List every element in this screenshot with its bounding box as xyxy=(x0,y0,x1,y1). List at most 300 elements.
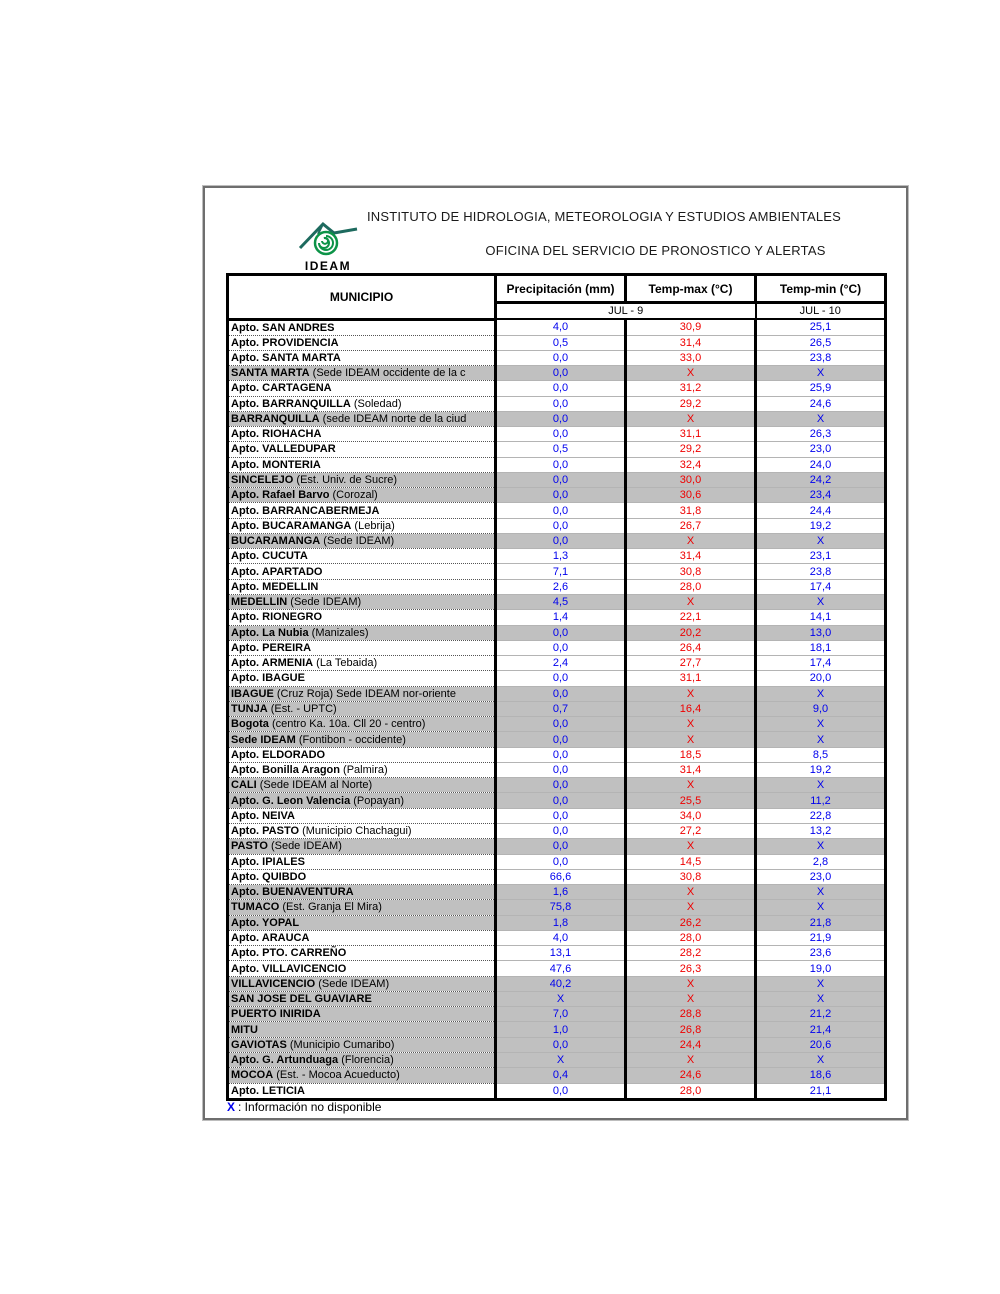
table-row xyxy=(228,717,886,732)
footnote-text: : Información no disponible xyxy=(238,1100,382,1114)
table-row xyxy=(228,671,886,686)
precipitation-value: 0,4 xyxy=(496,1068,626,1083)
temp-max-value: 31,2 xyxy=(626,381,756,396)
precipitation-value: 0,0 xyxy=(496,381,626,396)
municipality-cell xyxy=(228,778,496,793)
precipitation-value: 0,0 xyxy=(496,518,626,533)
municipality-cell xyxy=(228,961,496,976)
table-row xyxy=(228,793,886,808)
municipality-name: IBAGUE xyxy=(231,687,274,700)
municipality-cell xyxy=(228,930,496,945)
temp-max-value: 20,2 xyxy=(626,625,756,640)
temp-max-value: 28,0 xyxy=(626,1083,756,1099)
column-header-temp-min: Temp-min (°C) xyxy=(756,275,886,303)
precipitation-value: 0,0 xyxy=(496,824,626,839)
municipality-name: Apto. ARAUCA xyxy=(231,931,310,944)
municipality-detail: (Municipio Cumaribo) xyxy=(286,1038,395,1051)
precipitation-value: 0,0 xyxy=(496,350,626,365)
municipality-name: Apto. VILLAVICENCIO xyxy=(231,962,347,975)
municipality-detail: (Sede IDEAM al Norte) xyxy=(256,779,373,792)
temp-min-value: 18,1 xyxy=(756,640,886,655)
table-row xyxy=(228,686,886,701)
table-row xyxy=(228,808,886,823)
municipality-detail: (Sede IDEAM) xyxy=(287,596,362,609)
municipality-detail: (Fontibon - occidente) xyxy=(295,733,406,746)
municipality-detail: (La Tebaida) xyxy=(313,657,378,670)
table-row xyxy=(228,640,886,655)
municipality-detail: (Est. - Mocoa Acueducto) xyxy=(273,1069,400,1082)
municipality-detail: (Manizales) xyxy=(308,626,369,639)
table-row xyxy=(228,869,886,884)
municipality-name: MEDELLIN xyxy=(231,596,288,609)
municipality-name: Apto. MONTERIA xyxy=(231,458,321,471)
municipality-cell xyxy=(228,915,496,930)
precipitation-value: 0,0 xyxy=(496,1037,626,1052)
temp-min-value: 25,9 xyxy=(756,381,886,396)
municipality-cell xyxy=(228,1052,496,1067)
municipality-name: Apto. MEDELLIN xyxy=(231,580,319,593)
ideam-logo-text: IDEAM xyxy=(304,259,352,273)
temp-min-value: 20,0 xyxy=(756,671,886,686)
municipality-name: Apto. QUIBDO xyxy=(231,870,307,883)
municipality-cell xyxy=(228,457,496,472)
table-row xyxy=(228,396,886,411)
precipitation-value: 0,0 xyxy=(496,625,626,640)
temp-min-value: 26,3 xyxy=(756,427,886,442)
municipality-cell xyxy=(228,533,496,548)
municipality-name: Apto. CARTAGENA xyxy=(231,382,332,395)
table-row xyxy=(228,854,886,869)
municipality-name: Apto. BUCARAMANGA xyxy=(231,519,352,532)
municipality-cell xyxy=(228,366,496,381)
table-row xyxy=(228,366,886,381)
municipality-cell xyxy=(228,381,496,396)
municipality-cell xyxy=(228,579,496,594)
temp-min-value: X xyxy=(756,717,886,732)
temp-min-value: 23,0 xyxy=(756,442,886,457)
temp-min-value: 21,8 xyxy=(756,915,886,930)
temp-max-value: X xyxy=(626,991,756,1006)
table-row xyxy=(228,732,886,747)
table-row xyxy=(228,503,886,518)
temp-max-value: X xyxy=(626,717,756,732)
municipality-cell xyxy=(228,625,496,640)
table-row xyxy=(228,472,886,487)
temp-max-value: 31,4 xyxy=(626,335,756,350)
municipality-detail: (sede IDEAM norte de la ciud xyxy=(319,412,467,425)
municipality-name: PUERTO INIRIDA xyxy=(231,1008,321,1021)
municipality-cell xyxy=(228,564,496,579)
table-row xyxy=(228,1037,886,1052)
temp-max-value: X xyxy=(626,976,756,991)
precipitation-value: 0,0 xyxy=(496,778,626,793)
municipality-name: Apto. PASTO xyxy=(231,825,300,838)
precipitation-value: 0,0 xyxy=(496,808,626,823)
table-row xyxy=(228,824,886,839)
temp-max-value: 30,8 xyxy=(626,564,756,579)
temp-min-value: 2,8 xyxy=(756,854,886,869)
temp-min-value: 21,4 xyxy=(756,1022,886,1037)
municipality-name: Apto. BUENAVENTURA xyxy=(231,886,354,899)
municipality-name: TUMACO xyxy=(231,901,280,914)
temp-min-value: 25,1 xyxy=(756,319,886,335)
precipitation-value: 75,8 xyxy=(496,900,626,915)
temp-min-value: 14,1 xyxy=(756,610,886,625)
municipality-detail: (Sede IDEAM) xyxy=(320,535,395,548)
temp-max-value: X xyxy=(626,366,756,381)
precipitation-value: 0,7 xyxy=(496,701,626,716)
table-row xyxy=(228,839,886,854)
table-row xyxy=(228,427,886,442)
temp-min-value: 21,9 xyxy=(756,930,886,945)
table-row xyxy=(228,1007,886,1022)
ideam-mountain-spiral-icon xyxy=(296,216,360,262)
temp-min-value: X xyxy=(756,900,886,915)
temp-min-value: 23,4 xyxy=(756,488,886,503)
municipality-name: Apto. SAN ANDRES xyxy=(231,321,335,334)
precipitation-value: 0,0 xyxy=(496,1083,626,1099)
table-row xyxy=(228,762,886,777)
municipality-cell xyxy=(228,472,496,487)
table-row xyxy=(228,595,886,610)
table-row xyxy=(228,1052,886,1067)
precipitation-value: 0,0 xyxy=(496,762,626,777)
temp-max-value: 31,1 xyxy=(626,427,756,442)
municipality-name: Bogota xyxy=(231,718,269,731)
table-row xyxy=(228,778,886,793)
municipality-name: MITU xyxy=(231,1023,258,1036)
temp-min-value: 24,6 xyxy=(756,396,886,411)
municipality-cell xyxy=(228,686,496,701)
temp-max-value: X xyxy=(626,533,756,548)
precipitation-value: 0,0 xyxy=(496,396,626,411)
municipality-cell xyxy=(228,671,496,686)
municipality-detail: (Corozal) xyxy=(329,489,378,502)
municipality-name: Apto. La Nubia xyxy=(231,626,309,639)
precipitation-value: 0,0 xyxy=(496,366,626,381)
municipality-name: Apto. ELDORADO xyxy=(231,748,326,761)
temp-max-value: 28,0 xyxy=(626,930,756,945)
temp-max-value: X xyxy=(626,732,756,747)
document-subtitle: OFICINA DEL SERVICIO DE PRONOSTICO Y ALERTAS xyxy=(485,243,826,258)
municipality-name: SANTA MARTA xyxy=(231,367,310,380)
temp-max-value: 25,5 xyxy=(626,793,756,808)
temp-min-value: 23,8 xyxy=(756,564,886,579)
precipitation-value: 1,4 xyxy=(496,610,626,625)
precipitation-value: 0,0 xyxy=(496,488,626,503)
municipality-name: GAVIOTAS xyxy=(231,1038,287,1051)
temp-max-value: 30,8 xyxy=(626,869,756,884)
municipality-detail: (Est. Univ. de Sucre) xyxy=(293,474,398,487)
precipitation-value: 4,5 xyxy=(496,595,626,610)
municipality-detail: (Est. - UPTC) xyxy=(267,703,337,715)
municipality-cell xyxy=(228,900,496,915)
municipality-name: Sede IDEAM xyxy=(231,733,296,746)
table-row xyxy=(228,411,886,426)
table-row xyxy=(228,381,886,396)
precipitation-value: 0,0 xyxy=(496,457,626,472)
temp-max-value: 22,1 xyxy=(626,610,756,625)
municipality-name: BUCARAMANGA xyxy=(231,535,321,548)
municipality-cell xyxy=(228,762,496,777)
temp-max-value: X xyxy=(626,1052,756,1067)
temp-max-value: 26,7 xyxy=(626,518,756,533)
temp-min-value: 23,0 xyxy=(756,869,886,884)
temp-max-value: 24,4 xyxy=(626,1037,756,1052)
temp-min-value: 23,6 xyxy=(756,946,886,961)
municipality-cell xyxy=(228,1037,496,1052)
table-row xyxy=(228,533,886,548)
municipality-cell xyxy=(228,1007,496,1022)
table-row xyxy=(228,1068,886,1083)
date-header-jul-9: JUL - 9 xyxy=(496,303,756,320)
municipality-cell xyxy=(228,640,496,655)
municipality-cell xyxy=(228,885,496,900)
precipitation-value: 0,0 xyxy=(496,747,626,762)
municipality-cell xyxy=(228,839,496,854)
precipitation-value: 0,5 xyxy=(496,335,626,350)
temp-max-value: 14,5 xyxy=(626,854,756,869)
temp-max-value: 31,4 xyxy=(626,549,756,564)
temp-min-value: 8,5 xyxy=(756,747,886,762)
temp-max-value: 31,4 xyxy=(626,762,756,777)
temp-min-value: 13,0 xyxy=(756,625,886,640)
temp-min-value: X xyxy=(756,533,886,548)
temp-max-value: 18,5 xyxy=(626,747,756,762)
municipality-name: SAN JOSE DEL GUAVIARE xyxy=(231,993,372,1006)
document-title: INSTITUTO DE HIDROLOGIA, METEOROLOGIA Y ESTUDIOS AMBIENTALES xyxy=(366,209,842,224)
temp-min-value: 17,4 xyxy=(756,656,886,671)
temp-min-value: X xyxy=(756,991,886,1006)
precipitation-value: 0,5 xyxy=(496,442,626,457)
temp-min-value: X xyxy=(756,885,886,900)
table-row xyxy=(228,518,886,533)
precipitation-value: 7,1 xyxy=(496,564,626,579)
municipality-detail: (Sede IDEAM) xyxy=(267,840,342,853)
precipitation-value: 1,8 xyxy=(496,915,626,930)
temp-min-value: 23,8 xyxy=(756,350,886,365)
precipitation-value: 2,6 xyxy=(496,579,626,594)
temp-max-value: 29,2 xyxy=(626,442,756,457)
municipality-cell xyxy=(228,503,496,518)
municipality-name: BARRANQUILLA xyxy=(231,412,320,425)
table-row xyxy=(228,350,886,365)
municipality-name: Apto. BARRANCABERMEJA xyxy=(231,504,380,517)
municipality-cell xyxy=(228,319,496,335)
temp-min-value: 19,2 xyxy=(756,762,886,777)
municipality-cell xyxy=(228,991,496,1006)
municipality-name: VILLAVICENCIO xyxy=(231,977,316,990)
table-row xyxy=(228,549,886,564)
temp-max-value: 26,4 xyxy=(626,640,756,655)
precipitation-value: 0,0 xyxy=(496,671,626,686)
municipality-cell xyxy=(228,656,496,671)
temp-min-value: 19,2 xyxy=(756,518,886,533)
municipality-cell xyxy=(228,595,496,610)
temp-min-value: X xyxy=(756,595,886,610)
precipitation-value: 0,0 xyxy=(496,732,626,747)
municipality-cell xyxy=(228,1022,496,1037)
temp-min-value: 11,2 xyxy=(756,793,886,808)
temp-min-value: 9,0 xyxy=(756,701,886,716)
municipality-cell xyxy=(228,869,496,884)
municipality-name: CALI xyxy=(231,779,257,792)
temp-min-value: 24,2 xyxy=(756,472,886,487)
table-row xyxy=(228,930,886,945)
municipality-cell xyxy=(228,747,496,762)
temp-max-value: X xyxy=(626,885,756,900)
table-row xyxy=(228,885,886,900)
ideam-logo xyxy=(291,216,365,273)
municipality-cell xyxy=(228,808,496,823)
temp-min-value: X xyxy=(756,839,886,854)
table-row xyxy=(228,656,886,671)
municipality-name: Apto. Bonilla Aragon xyxy=(231,764,340,777)
municipality-cell xyxy=(228,488,496,503)
municipality-name: Apto. IPIALES xyxy=(231,855,305,868)
municipality-detail: (Sede IDEAM occidente de la c xyxy=(309,367,466,380)
table-row xyxy=(228,335,886,350)
temp-min-value: 24,4 xyxy=(756,503,886,518)
precipitation-value: 0,0 xyxy=(496,411,626,426)
temp-max-value: 24,6 xyxy=(626,1068,756,1083)
temp-min-value: X xyxy=(756,366,886,381)
municipality-name: PASTO xyxy=(231,840,268,853)
municipality-cell xyxy=(228,793,496,808)
column-header-precipitacion: Precipitación (mm) xyxy=(496,275,626,303)
precipitation-value: 0,0 xyxy=(496,640,626,655)
temp-max-value: 30,6 xyxy=(626,488,756,503)
municipality-name: Apto. PEREIRA xyxy=(231,641,312,654)
municipality-name: Apto. Rafael Barvo xyxy=(231,489,330,502)
precipitation-value: 40,2 xyxy=(496,976,626,991)
table-row xyxy=(228,1022,886,1037)
temp-max-value: 27,2 xyxy=(626,824,756,839)
precipitation-value: 0,0 xyxy=(496,854,626,869)
municipality-detail: (Florencia) xyxy=(338,1054,394,1067)
municipality-cell xyxy=(228,717,496,732)
municipality-cell xyxy=(228,442,496,457)
temp-max-value: 34,0 xyxy=(626,808,756,823)
date-header-jul-10: JUL - 10 xyxy=(756,303,886,320)
precipitation-value: 1,6 xyxy=(496,885,626,900)
table-row xyxy=(228,747,886,762)
municipality-detail: (Municipio Chachagui) xyxy=(299,825,412,838)
column-header-municipio: MUNICIPIO xyxy=(228,275,496,320)
table-row xyxy=(228,946,886,961)
municipality-detail: (Cruz Roja) Sede IDEAM nor-oriente xyxy=(273,687,456,700)
precipitation-value: 7,0 xyxy=(496,1007,626,1022)
municipality-cell xyxy=(228,427,496,442)
municipality-cell xyxy=(228,854,496,869)
footnote xyxy=(227,1100,381,1114)
temp-min-value: 24,0 xyxy=(756,457,886,472)
precipitation-value: 2,4 xyxy=(496,656,626,671)
temp-min-value: 13,2 xyxy=(756,824,886,839)
temp-max-value: 28,8 xyxy=(626,1007,756,1022)
temp-max-value: 31,1 xyxy=(626,671,756,686)
temp-max-value: 27,7 xyxy=(626,656,756,671)
municipality-name: Apto. NEIVA xyxy=(231,809,295,822)
table-row xyxy=(228,961,886,976)
temp-min-value: 20,6 xyxy=(756,1037,886,1052)
temp-min-value: 18,6 xyxy=(756,1068,886,1083)
temp-max-value: 26,3 xyxy=(626,961,756,976)
temp-max-value: 33,0 xyxy=(626,350,756,365)
table-row xyxy=(228,319,886,335)
precipitation-value: 0,0 xyxy=(496,793,626,808)
temp-min-value: 19,0 xyxy=(756,961,886,976)
temp-min-value: 21,2 xyxy=(756,1007,886,1022)
municipality-cell xyxy=(228,610,496,625)
municipality-detail: (Est. Granja El Mira) xyxy=(279,901,382,914)
municipality-name: Apto. IBAGUE xyxy=(231,672,305,685)
temp-max-value: 29,2 xyxy=(626,396,756,411)
precipitation-value: 0,0 xyxy=(496,503,626,518)
temp-max-value: 16,4 xyxy=(626,701,756,716)
temp-max-value: 26,2 xyxy=(626,915,756,930)
precipitation-value: 0,0 xyxy=(496,427,626,442)
table-row xyxy=(228,488,886,503)
table-row xyxy=(228,1083,886,1099)
temp-max-value: X xyxy=(626,686,756,701)
precipitation-value: 4,0 xyxy=(496,319,626,335)
municipality-cell xyxy=(228,549,496,564)
temp-max-value: X xyxy=(626,778,756,793)
municipality-detail: (Popayan) xyxy=(350,794,405,807)
weather-table xyxy=(226,273,887,1101)
precipitation-value: X xyxy=(496,991,626,1006)
temp-max-value: 28,0 xyxy=(626,579,756,594)
temp-min-value: X xyxy=(756,732,886,747)
municipality-detail: (Lebrija) xyxy=(351,519,395,532)
temp-max-value: X xyxy=(626,900,756,915)
municipality-cell xyxy=(228,1083,496,1099)
precipitation-value: X xyxy=(496,1052,626,1067)
table-row xyxy=(228,564,886,579)
temp-min-value: X xyxy=(756,411,886,426)
precipitation-value: 0,0 xyxy=(496,533,626,548)
municipality-cell xyxy=(228,411,496,426)
temp-max-value: 32,4 xyxy=(626,457,756,472)
temp-max-value: 31,8 xyxy=(626,503,756,518)
header-row xyxy=(228,275,886,303)
table-row xyxy=(228,976,886,991)
municipality-name: Apto. VALLEDUPAR xyxy=(231,443,336,456)
municipality-name: Apto. PTO. CARREÑO xyxy=(231,947,347,960)
municipality-name: Apto. SANTA MARTA xyxy=(231,351,341,364)
footnote-x-symbol: X xyxy=(227,1100,236,1114)
municipality-cell xyxy=(228,396,496,411)
temp-min-value: X xyxy=(756,976,886,991)
precipitation-value: 66,6 xyxy=(496,869,626,884)
municipality-detail: (Palmira) xyxy=(339,764,388,777)
municipality-cell xyxy=(228,824,496,839)
precipitation-value: 1,0 xyxy=(496,1022,626,1037)
municipality-name: SINCELEJO xyxy=(231,474,294,487)
temp-max-value: X xyxy=(626,411,756,426)
precipitation-value: 1,3 xyxy=(496,549,626,564)
precipitation-value: 0,0 xyxy=(496,839,626,854)
temp-min-value: X xyxy=(756,686,886,701)
column-header-temp-max: Temp-max (°C) xyxy=(626,275,756,303)
precipitation-value: 0,0 xyxy=(496,717,626,732)
municipality-cell xyxy=(228,518,496,533)
temp-max-value: 26,8 xyxy=(626,1022,756,1037)
table-row xyxy=(228,701,886,716)
table-row xyxy=(228,625,886,640)
precipitation-value: 13,1 xyxy=(496,946,626,961)
